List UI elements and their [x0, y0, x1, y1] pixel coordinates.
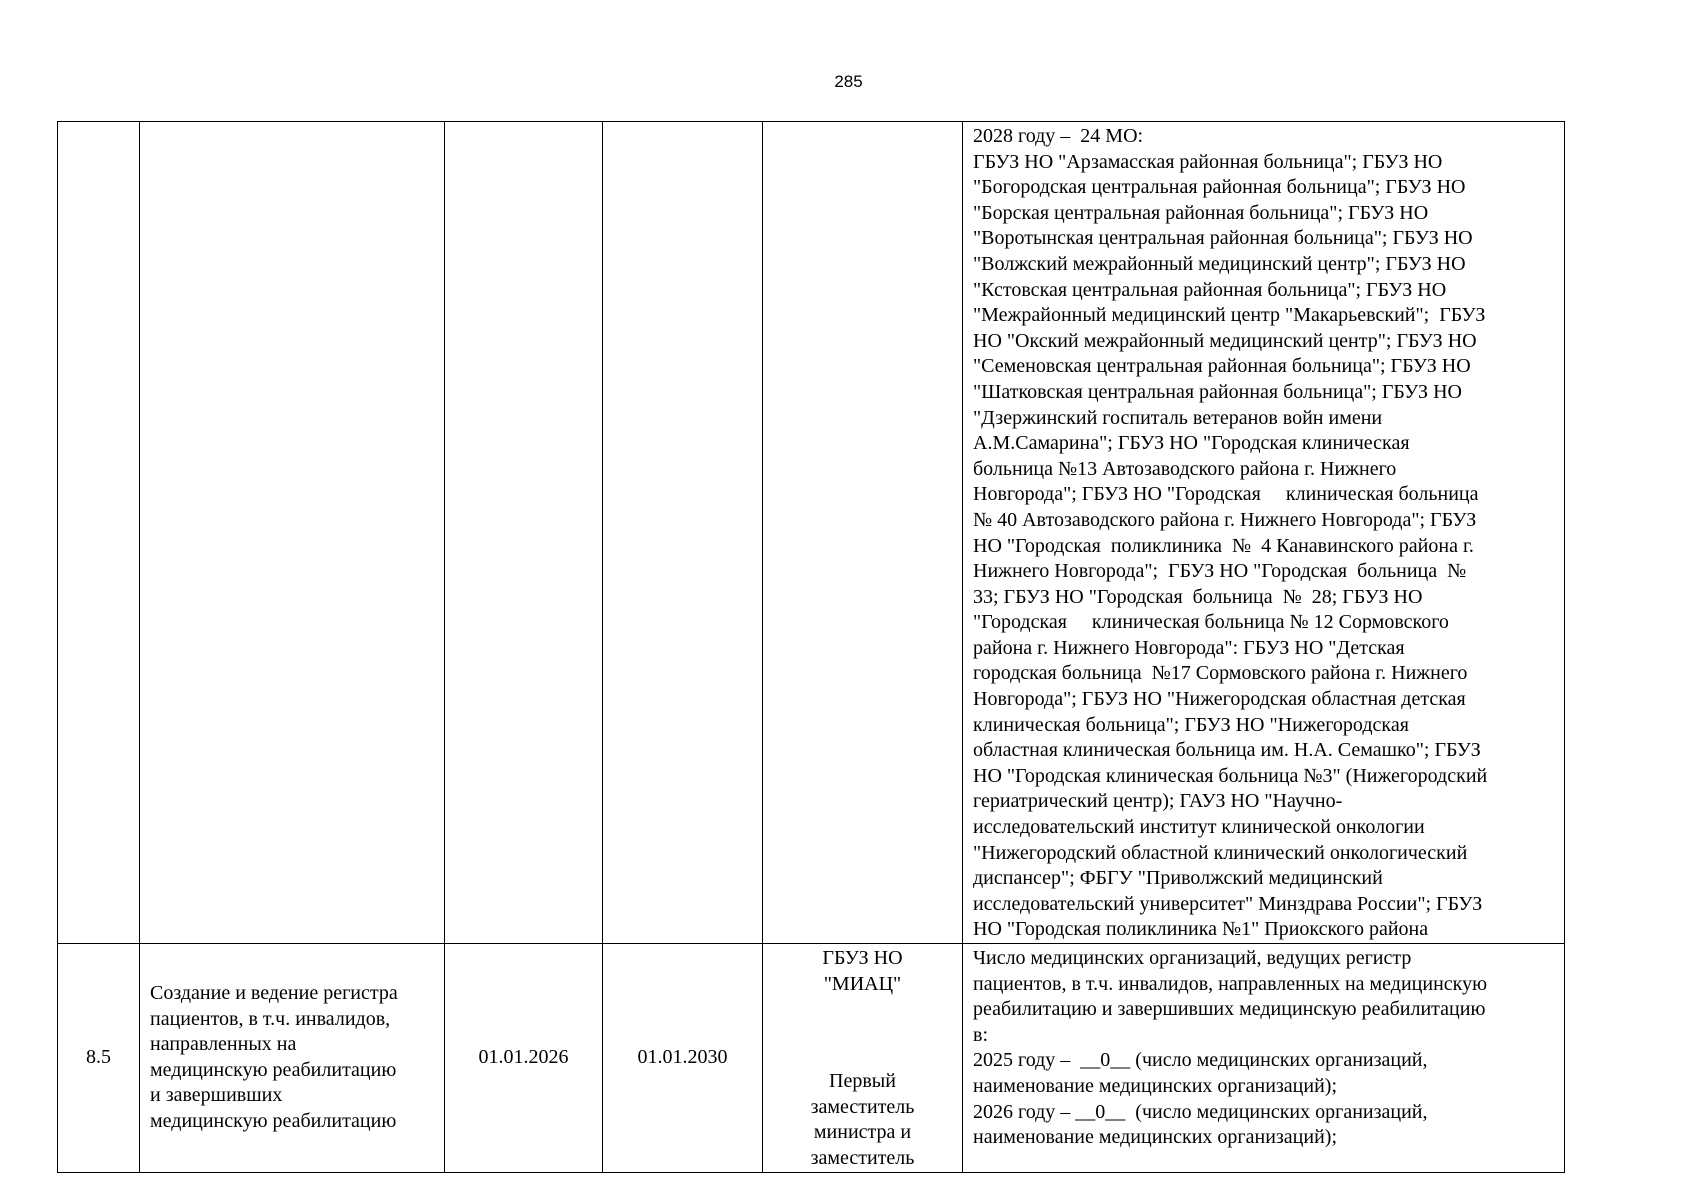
activity-name-line: и завершивших [150, 1084, 283, 1107]
cell-end-date-empty [603, 122, 763, 944]
indicator-line: 2025 году – __0__ (число медицинских организаций, [973, 1049, 1428, 1072]
cell-name-empty [140, 122, 445, 944]
indicator-line: № 40 Автозаводского района г. Нижнего Новгорода"; ГБУЗ [973, 508, 1477, 531]
cell-indicator-continued [963, 122, 1565, 944]
indicator-line: А.М.Самарина"; ГБУЗ НО "Городская клиническая [973, 432, 1410, 455]
indicator-line: "Кстовская центральная районная больница"; ГБУЗ НО [973, 278, 1447, 301]
indicator-line: гериатрический центр); ГАУЗ НО "Научно- [973, 790, 1343, 813]
responsible-org-line: "МИАЦ" [823, 972, 902, 995]
indicator-line: "Семеновская центральная районная больница"; ГБУЗ НО [973, 355, 1471, 378]
cell-indicator [963, 944, 1565, 1173]
indicator-line: "Шатковская центральная районная больница"; ГБУЗ НО [973, 380, 1462, 403]
page-number: 285 [834, 72, 863, 91]
indicator-line: наименование медицинских организаций); [973, 1074, 1338, 1097]
responsible-person-line: министра и [813, 1121, 912, 1144]
cell-end-date: 01.01.2030 [603, 944, 763, 1173]
indicator-line: пациентов, в т.ч. инвалидов, направленных на медицинскую [973, 972, 1488, 995]
indicator-line: 2026 году – __0__ (число медицинских организаций, [973, 1100, 1428, 1123]
indicator-line: ГБУЗ НО "Арзамасская районная больница"; ГБУЗ НО [973, 150, 1443, 173]
table-row-8-5 [58, 944, 1565, 1173]
indicator-line: НО "Окский межрайонный медицинский центр"; ГБУЗ НО [973, 329, 1477, 352]
indicator-line: областная клиническая больница им. Н.А. Семашко"; ГБУЗ [973, 739, 1481, 762]
cell-number: 8.5 [58, 944, 140, 1173]
indicator-line: исследовательский институт клинической онкологии [973, 816, 1425, 839]
responsible-person-line: заместитель [810, 1146, 915, 1169]
indicator-line: Новгорода"; ГБУЗ НО "Городская клиническая больница [973, 483, 1479, 506]
indicator-line: больница №13 Автозаводского района г. Нижнего [973, 457, 1397, 480]
cell-start-date: 01.01.2026 [445, 944, 603, 1173]
indicator-line: НО "Городская клиническая больница №3" (Нижегородский [973, 764, 1488, 787]
activity-name-line: медицинскую реабилитацию [150, 1109, 397, 1132]
cell-responsible-empty [763, 122, 963, 944]
indicator-line: "Городская клиническая больница № 12 Сормовского [973, 611, 1449, 634]
indicator-line: 2028 году – 24 МО: [973, 125, 1144, 147]
indicator-line: наименование медицинских организаций); [973, 1126, 1338, 1149]
indicator-line: района г. Нижнего Новгорода": ГБУЗ НО "Детская [973, 636, 1405, 659]
activity-name-line: направленных на [150, 1033, 297, 1056]
responsible-person-line: Первый [829, 1070, 896, 1093]
indicator-line: НО "Городская поликлиника №1" Приокского района [973, 918, 1429, 941]
responsible-org-line: ГБУЗ НО [822, 947, 903, 969]
indicator-line: 33; ГБУЗ НО "Городская больница № 28; ГБУЗ НО [973, 585, 1423, 608]
indicator-line: НО "Городская поликлиника № 4 Канавинского района г. [973, 534, 1474, 557]
indicator-line: диспансер"; ФБГУ "Приволжский медицинский [973, 867, 1383, 890]
activity-name-line: медицинскую реабилитацию [150, 1058, 397, 1081]
indicator-line: "Дзержинский госпиталь ветеранов войн имени [973, 406, 1383, 429]
indicator-line: "Волжский межрайонный медицинский центр"; ГБУЗ НО [973, 252, 1466, 275]
cell-start-date-empty [445, 122, 603, 944]
indicator-line: городская больница №17 Сормовского района г. Нижнего [973, 662, 1468, 685]
indicator-line: Нижнего Новгорода"; ГБУЗ НО "Городская больница № [973, 560, 1467, 583]
table-row-continued [58, 122, 1565, 944]
indicator-line: "Борская центральная районная больница"; ГБУЗ НО [973, 201, 1429, 224]
indicator-line: Число медицинских организаций, ведущих регистр [973, 947, 1412, 969]
cell-number-empty [58, 122, 140, 944]
indicator-line: реабилитацию и завершивших медицинскую реабилитацию [973, 998, 1486, 1021]
indicator-line: исследовательский университет" Минздрава России"; ГБУЗ [973, 892, 1483, 915]
indicator-line: в: [973, 1023, 988, 1046]
indicator-line: Новгорода"; ГБУЗ НО "Нижегородская областная детская [973, 688, 1466, 711]
indicator-line: клиническая больница"; ГБУЗ НО "Нижегородская [973, 713, 1409, 736]
indicator-line: "Богородская центральная районная больница"; ГБУЗ НО [973, 176, 1466, 199]
cell-responsible [763, 944, 963, 1173]
responsible-person-line: заместитель [810, 1095, 915, 1118]
indicator-line: "Межрайонный медицинский центр "Макарьевский"; ГБУЗ [973, 304, 1486, 327]
activity-name-line: пациентов, в т.ч. инвалидов, [150, 1007, 391, 1030]
indicator-line: "Нижегородский областной клинический онкологический [973, 841, 1468, 864]
indicator-line: "Воротынская центральная районная больница"; ГБУЗ НО [973, 227, 1473, 250]
cell-activity-name [140, 944, 445, 1173]
activities-table [57, 121, 1565, 1173]
activity-name-line: Создание и ведение регистра [150, 982, 398, 1004]
